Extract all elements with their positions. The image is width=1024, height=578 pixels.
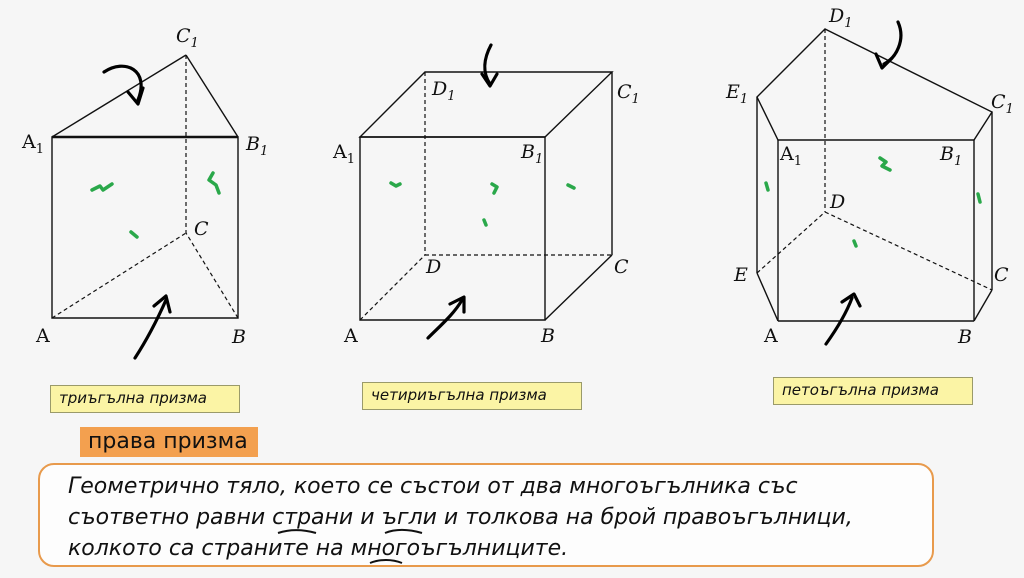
hidden-edge-bc — [186, 233, 238, 318]
green-mark — [766, 183, 768, 190]
triangular-prism — [21, 25, 268, 358]
edge-ea — [757, 273, 778, 321]
arrow-top-annotation — [104, 66, 141, 100]
label-c: C — [614, 256, 629, 278]
definition-line: Геометрично тяло, което се състои от два многоъгълника със — [68, 474, 798, 499]
label-b1: $B_1$ — [940, 143, 963, 169]
label-a: A — [36, 325, 50, 347]
label-a: A — [344, 325, 358, 347]
label-c1: $C_1$ — [176, 25, 199, 51]
arrow-bottom-annotation — [428, 300, 462, 338]
definition-line: съответно равни страни и ъгли и толкова на брой правоъгълници, — [68, 505, 853, 530]
hidden-edge-ad — [360, 255, 425, 320]
top-face — [757, 29, 992, 140]
definition-line: колкото са страните на многоъгълниците. — [68, 536, 569, 561]
label-a1: $A_1$ — [780, 143, 803, 169]
label-b: B — [541, 325, 555, 347]
green-mark — [880, 158, 890, 170]
label-b1: $B_1$ — [246, 133, 269, 159]
label-a1: $A_1$ — [333, 141, 356, 167]
front-face — [360, 137, 545, 320]
edge-bc — [974, 290, 992, 321]
triangular-prism-caption: триъгълна призма — [50, 385, 240, 413]
label-c1: $C_1$ — [991, 91, 1014, 117]
label-b: B — [958, 326, 972, 348]
hidden-edge-dc — [825, 212, 992, 290]
green-mark — [568, 185, 574, 188]
green-mark — [854, 241, 856, 246]
label-d: D — [426, 256, 442, 278]
quadrilateral-prism-caption: четириъгълна призма — [362, 382, 582, 410]
label-c: C — [194, 218, 209, 240]
edge-bc — [545, 255, 612, 320]
definition-text — [68, 471, 914, 564]
green-mark — [978, 194, 980, 202]
label-b: B — [232, 326, 246, 348]
label-d1: $D_1$ — [829, 5, 853, 31]
label-c1: $C_1$ — [617, 81, 640, 107]
green-mark — [391, 183, 400, 186]
green-mark — [484, 220, 486, 225]
green-mark — [209, 173, 219, 193]
definition-box — [38, 463, 934, 567]
pentagonal-prism-caption: петоъгълна призма — [773, 377, 973, 405]
label-e: E — [734, 264, 748, 286]
green-mark — [92, 184, 112, 190]
term-label: права призма — [80, 427, 258, 457]
label-e1: $E_1$ — [726, 81, 749, 107]
label-d1: $D_1$ — [432, 78, 456, 104]
hidden-edge-ac — [52, 233, 186, 318]
arrow-bottom-annotation — [135, 300, 166, 358]
pentagonal-prism — [725, 5, 1014, 348]
quadrilateral-prism — [332, 45, 640, 347]
edge-b1c1 — [186, 55, 238, 137]
label-a: A — [764, 325, 778, 347]
arrowhead-top — [128, 88, 143, 104]
label-d: D — [830, 191, 846, 213]
label-c: C — [994, 264, 1009, 286]
hidden-edge-ed — [757, 212, 825, 273]
label-b1: $B_1$ — [521, 141, 544, 167]
green-mark — [131, 232, 137, 237]
arrowhead-top — [876, 54, 892, 68]
front-face — [52, 137, 238, 318]
label-a1: $A_1$ — [22, 131, 45, 157]
green-mark — [492, 184, 497, 193]
